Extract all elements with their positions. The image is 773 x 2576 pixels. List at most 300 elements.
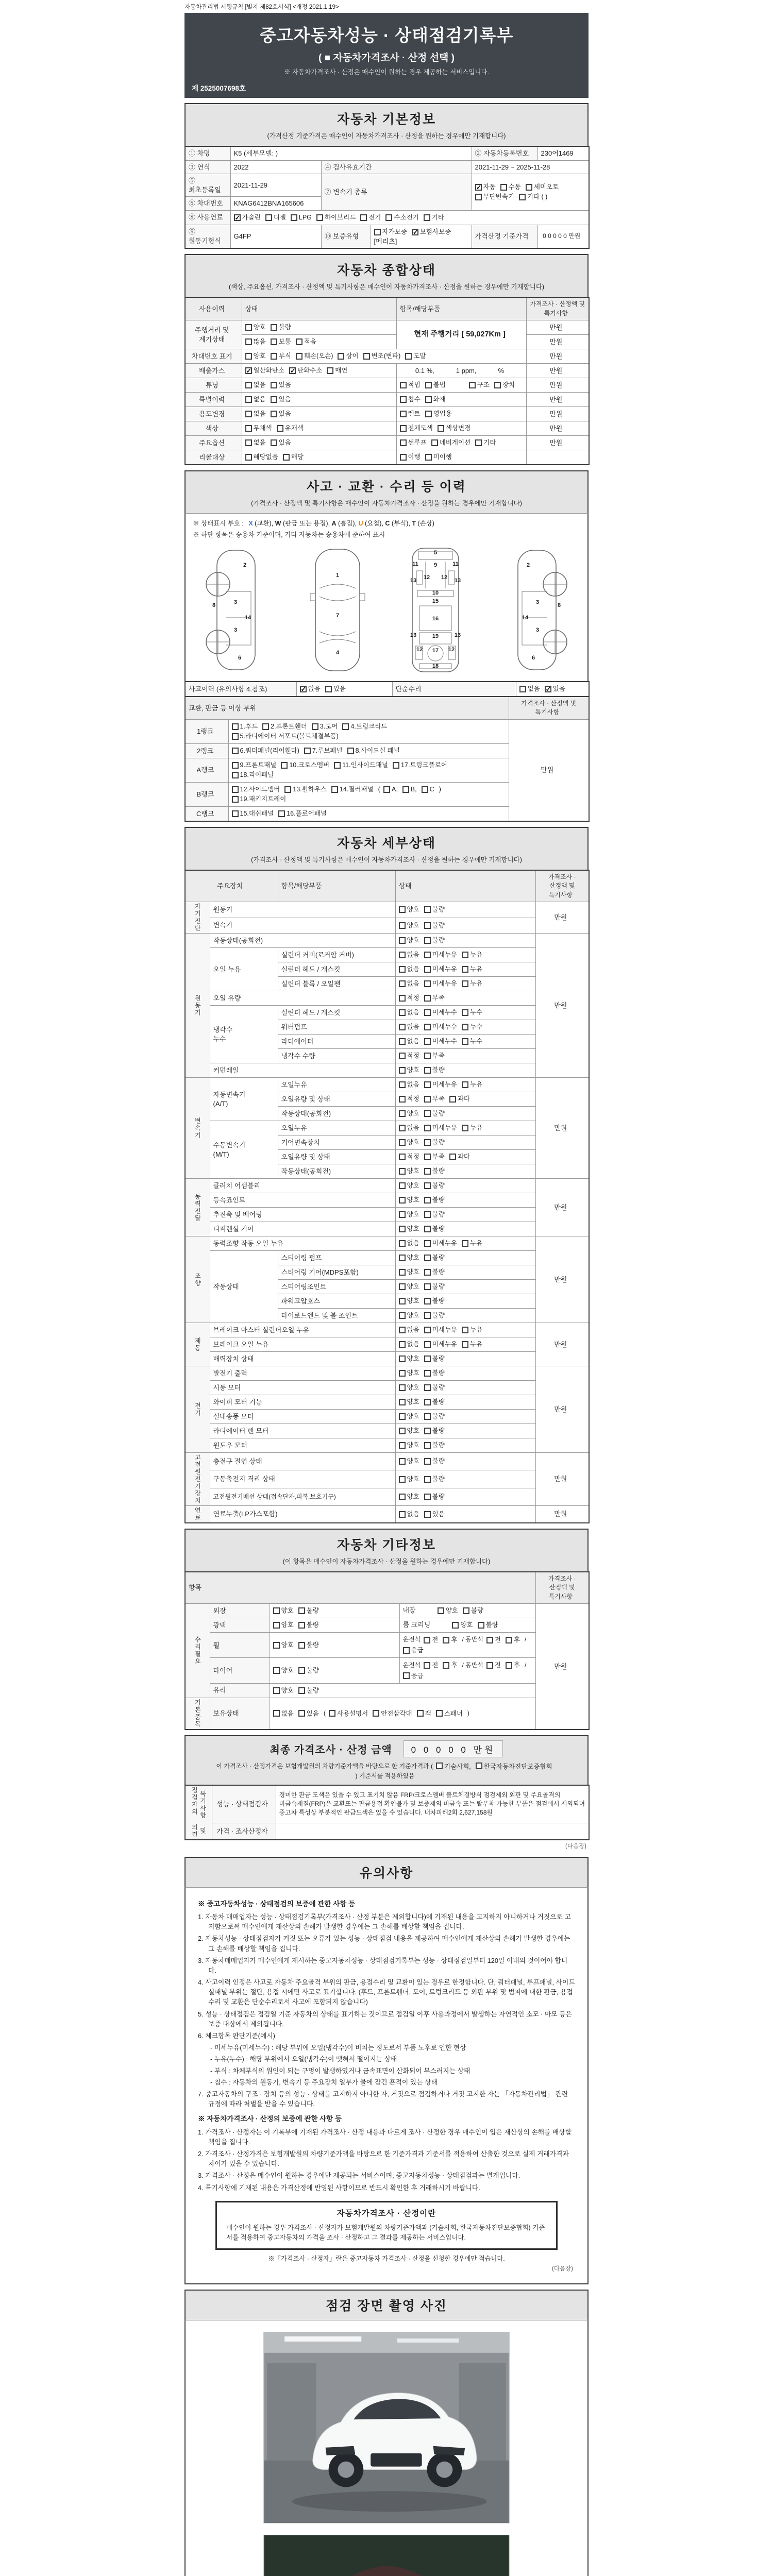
checkbox-option[interactable]	[462, 979, 482, 988]
checkbox-icon[interactable]	[425, 382, 432, 388]
checkbox-option[interactable]	[271, 395, 291, 404]
checkbox-icon[interactable]	[399, 1067, 406, 1074]
checkbox-option[interactable]	[403, 1671, 424, 1681]
checkbox-icon[interactable]	[304, 748, 311, 754]
checkbox-option[interactable]	[424, 1239, 457, 1248]
checkbox-option[interactable]	[232, 809, 274, 818]
checkbox-icon[interactable]	[298, 1642, 305, 1649]
checkbox-icon[interactable]	[245, 353, 252, 360]
checkbox-icon[interactable]	[232, 772, 239, 778]
checkbox-option[interactable]	[399, 1066, 419, 1075]
checkbox-option[interactable]	[393, 761, 447, 770]
checkbox-icon[interactable]	[232, 786, 239, 793]
checkbox-icon[interactable]	[424, 952, 431, 958]
checkbox-option[interactable]	[298, 1666, 319, 1675]
checkbox-option[interactable]	[399, 979, 419, 988]
checkbox-icon[interactable]	[424, 1125, 431, 1131]
checkbox-option[interactable]	[245, 410, 266, 418]
checkbox-icon[interactable]	[374, 229, 381, 235]
checkbox-option[interactable]	[399, 1383, 419, 1392]
checkbox-icon[interactable]	[399, 1096, 406, 1103]
checkbox-icon[interactable]	[399, 980, 406, 987]
checkbox-option[interactable]	[469, 381, 490, 389]
checkbox-icon[interactable]	[283, 454, 290, 461]
checkbox-icon[interactable]	[399, 1283, 406, 1290]
checkbox-icon[interactable]	[363, 353, 370, 360]
checkbox-icon[interactable]	[347, 748, 354, 754]
checkbox-icon[interactable]	[424, 1442, 431, 1449]
checkbox-option[interactable]	[399, 936, 419, 945]
checkbox-option[interactable]	[245, 424, 272, 433]
checkbox-option[interactable]	[425, 410, 452, 418]
checkbox-option[interactable]	[400, 438, 427, 447]
checkbox-option[interactable]	[363, 352, 401, 361]
checkbox-icon[interactable]	[412, 229, 418, 235]
checkbox-icon[interactable]	[232, 796, 239, 803]
checkbox-icon[interactable]	[399, 922, 406, 929]
checkbox-icon[interactable]	[500, 184, 507, 191]
checkbox-icon[interactable]	[424, 1283, 431, 1290]
checkbox-icon[interactable]	[462, 1038, 468, 1045]
checkbox-icon[interactable]	[436, 1762, 443, 1769]
checkbox-icon[interactable]	[325, 686, 332, 692]
checkbox-icon[interactable]	[478, 1622, 484, 1629]
checkbox-option[interactable]	[399, 994, 419, 1003]
checkbox-icon[interactable]	[424, 1038, 431, 1045]
checkbox-option[interactable]	[403, 1646, 424, 1655]
checkbox-option[interactable]	[400, 453, 421, 462]
checkbox-option[interactable]	[424, 1493, 445, 1501]
checkbox-option[interactable]	[400, 381, 421, 389]
checkbox-icon[interactable]	[316, 214, 323, 221]
checkbox-option[interactable]	[424, 1635, 438, 1645]
checkbox-option[interactable]	[273, 1606, 294, 1615]
checkbox-icon[interactable]	[245, 454, 252, 461]
checkbox-icon[interactable]	[273, 1607, 280, 1614]
checkbox-option[interactable]	[424, 1326, 457, 1334]
checkbox-option[interactable]	[399, 1153, 419, 1161]
checkbox-icon[interactable]	[245, 411, 252, 417]
checkbox-icon[interactable]	[399, 1370, 406, 1377]
checkbox-option[interactable]	[232, 747, 299, 755]
checkbox-icon[interactable]	[424, 1053, 431, 1059]
checkbox-icon[interactable]	[443, 1637, 449, 1643]
checkbox-icon[interactable]	[399, 1154, 406, 1160]
checkbox-option[interactable]	[298, 1686, 319, 1695]
checkbox-option[interactable]	[273, 1666, 294, 1675]
checkbox-option[interactable]	[424, 936, 445, 945]
checkbox-option[interactable]	[486, 1660, 501, 1670]
checkbox-option[interactable]	[338, 352, 358, 361]
checkbox-icon[interactable]	[232, 723, 239, 730]
checkbox-option[interactable]	[519, 685, 540, 693]
checkbox-icon[interactable]	[424, 1096, 431, 1103]
checkbox-option[interactable]	[424, 1398, 445, 1406]
checkbox-option[interactable]	[462, 1239, 482, 1248]
checkbox-option[interactable]	[399, 921, 419, 930]
checkbox-option[interactable]	[296, 352, 333, 361]
checkbox-option[interactable]	[412, 228, 451, 236]
checkbox-option[interactable]	[304, 747, 343, 755]
checkbox-icon[interactable]	[284, 786, 291, 793]
checkbox-icon[interactable]	[424, 1341, 431, 1348]
checkbox-option[interactable]	[424, 979, 457, 988]
checkbox-icon[interactable]	[245, 324, 252, 331]
checkbox-option[interactable]	[478, 1621, 498, 1630]
checkbox-icon[interactable]	[245, 382, 252, 388]
checkbox-icon[interactable]	[400, 382, 407, 388]
checkbox-icon[interactable]	[424, 1370, 431, 1377]
checkbox-icon[interactable]	[234, 214, 241, 221]
checkbox-icon[interactable]	[424, 1182, 431, 1189]
checkbox-option[interactable]	[331, 785, 374, 794]
checkbox-option[interactable]	[245, 395, 266, 404]
checkbox-option[interactable]	[424, 1225, 445, 1233]
checkbox-option[interactable]	[400, 410, 421, 418]
checkbox-icon[interactable]	[424, 1413, 431, 1420]
checkbox-icon[interactable]	[245, 396, 252, 403]
checkbox-option[interactable]	[271, 381, 291, 389]
checkbox-option[interactable]	[443, 1660, 457, 1670]
checkbox-icon[interactable]	[273, 1642, 280, 1649]
checkbox-option[interactable]	[424, 1282, 445, 1291]
checkbox-option[interactable]	[327, 366, 347, 375]
checkbox-icon[interactable]	[271, 411, 277, 417]
checkbox-icon[interactable]	[462, 1024, 468, 1030]
checkbox-option[interactable]	[500, 183, 521, 192]
checkbox-option[interactable]	[271, 337, 291, 346]
checkbox-option[interactable]	[399, 1225, 419, 1233]
checkbox-icon[interactable]	[232, 733, 239, 740]
checkbox-option[interactable]	[424, 1167, 445, 1176]
checkbox-icon[interactable]	[424, 906, 431, 913]
checkbox-option[interactable]	[436, 1709, 463, 1718]
checkbox-option[interactable]	[475, 183, 496, 192]
checkbox-icon[interactable]	[424, 1110, 431, 1117]
checkbox-option[interactable]	[399, 1340, 419, 1349]
checkbox-option[interactable]	[399, 1398, 419, 1406]
checkbox-icon[interactable]	[399, 937, 406, 944]
checkbox-option[interactable]	[271, 410, 291, 418]
checkbox-icon[interactable]	[399, 1081, 406, 1088]
checkbox-icon[interactable]	[393, 762, 399, 769]
checkbox-option[interactable]	[374, 228, 407, 236]
checkbox-icon[interactable]	[424, 1240, 431, 1247]
checkbox-icon[interactable]	[424, 1662, 430, 1669]
checkbox-option[interactable]	[383, 785, 398, 794]
checkbox-icon[interactable]	[486, 1637, 493, 1643]
checkbox-option[interactable]	[462, 1326, 482, 1334]
checkbox-icon[interactable]	[400, 439, 407, 446]
checkbox-option[interactable]	[399, 1138, 419, 1147]
checkbox-icon[interactable]	[424, 1081, 431, 1088]
checkbox-option[interactable]	[399, 1282, 419, 1291]
checkbox-option[interactable]	[462, 951, 482, 959]
checkbox-icon[interactable]	[399, 1298, 406, 1304]
checkbox-icon[interactable]	[399, 1211, 406, 1218]
checkbox-icon[interactable]	[424, 1298, 431, 1304]
checkbox-option[interactable]	[325, 685, 346, 693]
checkbox-option[interactable]	[300, 685, 321, 693]
checkbox-icon[interactable]	[449, 1096, 456, 1103]
checkbox-option[interactable]	[316, 213, 356, 222]
checkbox-option[interactable]	[425, 381, 446, 389]
checkbox-icon[interactable]	[399, 1125, 406, 1131]
checkbox-option[interactable]	[291, 213, 312, 222]
checkbox-icon[interactable]	[399, 1442, 406, 1449]
checkbox-option[interactable]	[475, 193, 514, 201]
checkbox-icon[interactable]	[424, 214, 430, 221]
checkbox-option[interactable]	[424, 1052, 445, 1060]
checkbox-option[interactable]	[449, 1153, 470, 1161]
checkbox-option[interactable]	[271, 352, 291, 361]
checkbox-option[interactable]	[245, 352, 266, 361]
checkbox-icon[interactable]	[232, 762, 239, 769]
checkbox-icon[interactable]	[424, 1168, 431, 1175]
checkbox-icon[interactable]	[399, 1384, 406, 1391]
checkbox-icon[interactable]	[424, 1226, 431, 1232]
checkbox-icon[interactable]	[278, 810, 285, 817]
checkbox-option[interactable]	[405, 352, 426, 361]
checkbox-option[interactable]	[424, 1510, 445, 1519]
checkbox-option[interactable]	[424, 1066, 445, 1075]
checkbox-option[interactable]	[462, 1037, 482, 1046]
checkbox-option[interactable]	[402, 785, 417, 794]
checkbox-option[interactable]	[232, 785, 280, 794]
checkbox-icon[interactable]	[519, 194, 526, 200]
checkbox-option[interactable]	[399, 1210, 419, 1219]
checkbox-icon[interactable]	[400, 425, 407, 432]
checkbox-option[interactable]	[277, 424, 304, 433]
checkbox-option[interactable]	[245, 323, 266, 332]
checkbox-option[interactable]	[399, 1297, 419, 1306]
checkbox-icon[interactable]	[271, 324, 277, 331]
checkbox-icon[interactable]	[399, 1255, 406, 1261]
checkbox-icon[interactable]	[424, 966, 431, 973]
checkbox-option[interactable]	[400, 395, 421, 404]
checkbox-option[interactable]	[281, 761, 329, 770]
checkbox-icon[interactable]	[331, 786, 338, 793]
checkbox-icon[interactable]	[462, 1081, 468, 1088]
checkbox-icon[interactable]	[312, 723, 318, 730]
checkbox-icon[interactable]	[385, 214, 392, 221]
checkbox-option[interactable]	[424, 951, 457, 959]
checkbox-option[interactable]	[424, 921, 445, 930]
checkbox-option[interactable]	[399, 1008, 419, 1017]
checkbox-icon[interactable]	[298, 1687, 305, 1694]
checkbox-icon[interactable]	[424, 1458, 431, 1465]
checkbox-icon[interactable]	[273, 1687, 280, 1694]
checkbox-option[interactable]	[245, 381, 266, 389]
checkbox-option[interactable]	[399, 1268, 419, 1277]
checkbox-option[interactable]	[399, 1023, 419, 1031]
checkbox-option[interactable]	[262, 722, 307, 731]
checkbox-option[interactable]	[424, 213, 444, 222]
checkbox-option[interactable]	[425, 453, 452, 462]
checkbox-icon[interactable]	[443, 1662, 449, 1669]
checkbox-icon[interactable]	[462, 966, 468, 973]
checkbox-icon[interactable]	[383, 786, 390, 793]
checkbox-icon[interactable]	[526, 184, 532, 191]
checkbox-icon[interactable]	[424, 980, 431, 987]
checkbox-icon[interactable]	[424, 1511, 431, 1518]
checkbox-icon[interactable]	[462, 1240, 468, 1247]
checkbox-option[interactable]	[462, 1023, 482, 1031]
checkbox-option[interactable]	[360, 213, 381, 222]
checkbox-option[interactable]	[347, 747, 400, 755]
checkbox-icon[interactable]	[506, 1662, 512, 1669]
checkbox-icon[interactable]	[296, 338, 303, 345]
checkbox-icon[interactable]	[271, 353, 277, 360]
checkbox-option[interactable]	[424, 1023, 457, 1031]
checkbox-icon[interactable]	[424, 1312, 431, 1319]
checkbox-icon[interactable]	[438, 1607, 444, 1614]
checkbox-option[interactable]	[424, 1210, 445, 1219]
checkbox-icon[interactable]	[424, 1637, 430, 1643]
checkbox-option[interactable]	[417, 1709, 431, 1718]
checkbox-option[interactable]	[438, 424, 470, 433]
checkbox-icon[interactable]	[399, 1341, 406, 1348]
checkbox-option[interactable]	[424, 1268, 445, 1277]
checkbox-option[interactable]	[486, 1635, 501, 1645]
checkbox-option[interactable]	[424, 1095, 445, 1104]
checkbox-icon[interactable]	[399, 1511, 406, 1518]
checkbox-option[interactable]	[476, 1761, 552, 1771]
checkbox-icon[interactable]	[399, 1226, 406, 1232]
checkbox-icon[interactable]	[417, 1710, 424, 1717]
checkbox-option[interactable]	[424, 1441, 445, 1450]
checkbox-option[interactable]	[399, 1326, 419, 1334]
checkbox-option[interactable]	[245, 453, 278, 462]
checkbox-option[interactable]	[526, 183, 559, 192]
checkbox-icon[interactable]	[424, 1428, 431, 1434]
checkbox-icon[interactable]	[399, 1038, 406, 1045]
checkbox-option[interactable]	[232, 761, 277, 770]
checkbox-option[interactable]	[271, 323, 291, 332]
checkbox-icon[interactable]	[424, 1355, 431, 1362]
checkbox-icon[interactable]	[405, 353, 412, 360]
checkbox-option[interactable]	[399, 1095, 419, 1104]
checkbox-option[interactable]	[399, 1369, 419, 1378]
checkbox-icon[interactable]	[424, 1494, 431, 1500]
checkbox-option[interactable]	[265, 213, 286, 222]
checkbox-icon[interactable]	[273, 1710, 280, 1717]
checkbox-icon[interactable]	[245, 425, 252, 432]
checkbox-option[interactable]	[436, 1761, 471, 1771]
checkbox-option[interactable]	[400, 424, 433, 433]
checkbox-option[interactable]	[449, 1095, 470, 1104]
checkbox-option[interactable]	[424, 994, 445, 1003]
checkbox-icon[interactable]	[399, 1240, 406, 1247]
checkbox-option[interactable]	[399, 1510, 419, 1519]
checkbox-option[interactable]	[462, 1008, 482, 1017]
checkbox-icon[interactable]	[424, 1154, 431, 1160]
checkbox-icon[interactable]	[399, 1428, 406, 1434]
checkbox-icon[interactable]	[424, 1327, 431, 1333]
checkbox-option[interactable]	[424, 1475, 445, 1484]
checkbox-option[interactable]	[245, 337, 266, 346]
checkbox-option[interactable]	[278, 809, 327, 818]
checkbox-icon[interactable]	[399, 906, 406, 913]
checkbox-icon[interactable]	[262, 723, 269, 730]
checkbox-icon[interactable]	[265, 214, 272, 221]
checkbox-option[interactable]	[438, 1606, 458, 1615]
checkbox-icon[interactable]	[424, 1269, 431, 1276]
checkbox-icon[interactable]	[399, 1009, 406, 1016]
checkbox-option[interactable]	[424, 1311, 445, 1320]
checkbox-option[interactable]	[232, 722, 258, 731]
checkbox-option[interactable]	[424, 1457, 445, 1466]
checkbox-option[interactable]	[424, 1297, 445, 1306]
checkbox-option[interactable]	[424, 1124, 457, 1132]
checkbox-option[interactable]	[462, 965, 482, 974]
checkbox-icon[interactable]	[425, 396, 432, 403]
checkbox-icon[interactable]	[399, 1110, 406, 1117]
checkbox-option[interactable]	[424, 1037, 457, 1046]
checkbox-option[interactable]	[232, 732, 339, 741]
checkbox-icon[interactable]	[399, 1197, 406, 1204]
checkbox-icon[interactable]	[469, 382, 476, 388]
checkbox-icon[interactable]	[424, 1067, 431, 1074]
checkbox-icon[interactable]	[271, 439, 277, 446]
checkbox-option[interactable]	[273, 1641, 294, 1650]
checkbox-icon[interactable]	[424, 1211, 431, 1218]
checkbox-option[interactable]	[296, 337, 316, 346]
checkbox-icon[interactable]	[452, 1622, 459, 1629]
checkbox-option[interactable]	[399, 1037, 419, 1046]
checkbox-icon[interactable]	[431, 439, 438, 446]
checkbox-icon[interactable]	[463, 1607, 469, 1614]
checkbox-option[interactable]	[399, 1080, 419, 1089]
checkbox-icon[interactable]	[273, 1622, 280, 1629]
checkbox-option[interactable]	[424, 1427, 445, 1435]
checkbox-icon[interactable]	[462, 1125, 468, 1131]
checkbox-option[interactable]	[373, 1709, 412, 1718]
checkbox-icon[interactable]	[399, 1024, 406, 1030]
checkbox-icon[interactable]	[462, 1341, 468, 1348]
checkbox-icon[interactable]	[476, 1762, 482, 1769]
checkbox-icon[interactable]	[475, 439, 482, 446]
checkbox-option[interactable]	[298, 1621, 319, 1630]
checkbox-icon[interactable]	[462, 1009, 468, 1016]
checkbox-option[interactable]	[298, 1606, 319, 1615]
checkbox-icon[interactable]	[462, 952, 468, 958]
checkbox-icon[interactable]	[403, 1672, 410, 1679]
checkbox-option[interactable]	[399, 1052, 419, 1060]
checkbox-option[interactable]	[431, 438, 470, 447]
checkbox-icon[interactable]	[399, 1182, 406, 1189]
checkbox-option[interactable]	[424, 1080, 457, 1089]
checkbox-icon[interactable]	[399, 1399, 406, 1405]
checkbox-icon[interactable]	[424, 995, 431, 1002]
checkbox-icon[interactable]	[506, 1637, 512, 1643]
checkbox-option[interactable]	[399, 1475, 419, 1484]
checkbox-icon[interactable]	[403, 1647, 410, 1654]
checkbox-icon[interactable]	[399, 1413, 406, 1420]
checkbox-option[interactable]	[399, 1167, 419, 1176]
checkbox-icon[interactable]	[232, 810, 239, 817]
checkbox-icon[interactable]	[334, 762, 341, 769]
checkbox-icon[interactable]	[300, 686, 307, 692]
checkbox-icon[interactable]	[436, 1710, 443, 1717]
checkbox-icon[interactable]	[245, 338, 252, 345]
checkbox-icon[interactable]	[475, 184, 482, 191]
checkbox-icon[interactable]	[424, 1197, 431, 1204]
checkbox-option[interactable]	[284, 785, 327, 794]
checkbox-option[interactable]	[506, 1635, 520, 1645]
checkbox-option[interactable]	[399, 1457, 419, 1466]
checkbox-option[interactable]	[424, 1412, 445, 1421]
